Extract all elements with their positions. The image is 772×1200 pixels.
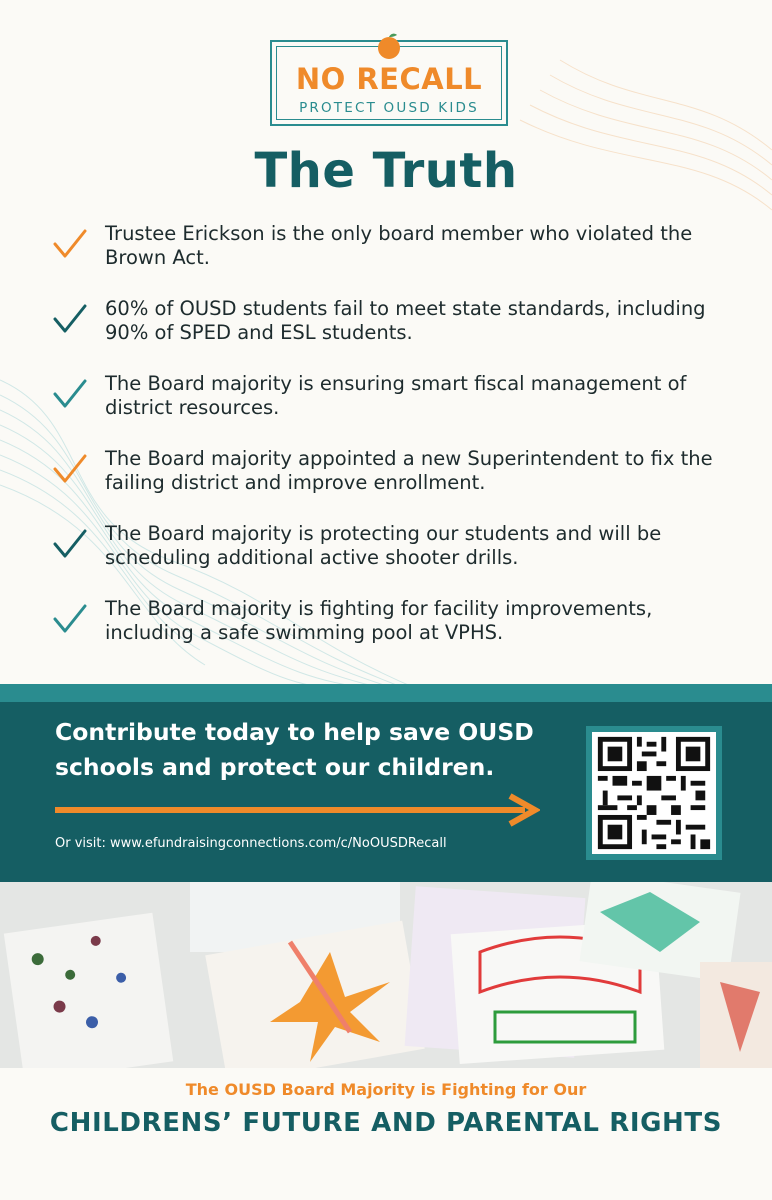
check-icon [52,451,88,487]
list-item-text: The Board majority is fighting for facility improvements, including a safe swimming pool at VPHS. [105,597,653,644]
list-item-text: The Board majority appointed a new Superintendent to fix the failing district and improve enrollment. [105,447,713,494]
donation-link[interactable]: Or visit: www.efundraisingconnections.com/c/NoOUSDRecall [55,836,447,851]
cta-band-stripe [0,684,772,702]
list-item [52,222,732,297]
check-icon [52,301,88,337]
logo-title: NO RECALL [295,62,483,96]
check-icon [52,226,88,262]
cta-text [55,715,575,785]
list-item [52,522,732,597]
qr-code[interactable] [592,732,716,854]
logo-subtitle: PROTECT OUSD KIDS [299,100,479,116]
footer-subtitle: The OUSD Board Majority is Fighting for Our [185,1080,587,1099]
check-icon [52,526,88,562]
cta-line-2: schools and protect our children. [55,753,495,781]
list-item [52,447,732,522]
footer-title: CHILDRENS’ FUTURE AND PARENTAL RIGHTS [49,1108,723,1138]
list-item-text: The Board majority is protecting our students and will be scheduling additional active shooter drills. [105,522,662,569]
list-item-text: Trustee Erickson is the only board member who violated the Brown Act. [105,222,693,269]
list-item-text: The Board majority is ensuring smart fiscal management of district resources. [105,372,687,419]
list-item-text: 60% of OUSD students fail to meet state standards, including 90% of SPED and ESL students. [105,297,706,344]
list-item [52,597,732,672]
check-icon [52,376,88,412]
arrow-right-icon [55,792,540,828]
truth-list [52,222,732,672]
page-title: The Truth [254,143,518,199]
cta-line-1: Contribute today to help save OUSD [55,718,534,746]
orange-icon [373,30,405,62]
childrens-drawings-photo [0,882,772,1070]
list-item [52,372,732,447]
list-item [52,297,732,372]
check-icon [52,601,88,637]
